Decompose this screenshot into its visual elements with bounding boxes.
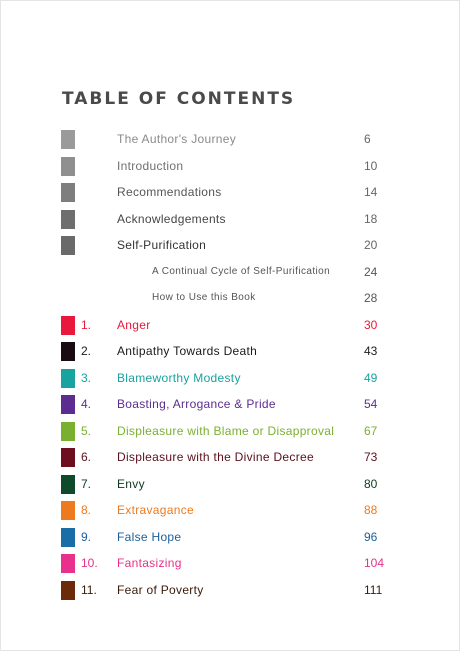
entry-number: 7. [81, 476, 92, 491]
entry-number: 8. [81, 503, 92, 517]
toc-entry[interactable] [1, 208, 459, 235]
entry-number: 9. [81, 529, 92, 544]
toc-heading: TABLE OF CONTENTS [62, 89, 296, 109]
toc-entry[interactable] [1, 499, 459, 526]
entry-title: Introduction [117, 158, 184, 173]
entry-number: 2. [81, 344, 92, 358]
entry-title: Antipathy Towards Death [117, 344, 258, 358]
entry-page-number: 88 [364, 503, 378, 517]
entry-page-number: 18 [364, 211, 378, 226]
entry-title: A Continual Cycle of Self-Purification [152, 265, 331, 277]
color-swatch [61, 554, 75, 573]
entry-number: 11. [81, 582, 97, 597]
entry-page-number: 111 [364, 582, 383, 597]
entry-title: Boasting, Arrogance & Pride [117, 397, 276, 411]
entry-title: Blameworthy Modesty [117, 370, 241, 385]
toc-entry[interactable] [1, 420, 459, 447]
entry-title: Displeasure with Blame or Disapproval [117, 423, 335, 438]
color-swatch [61, 448, 75, 467]
color-swatch [61, 501, 75, 520]
entry-page-number: 96 [364, 529, 378, 544]
entry-number: 1. [81, 317, 92, 332]
entry-page-number: 67 [364, 423, 378, 438]
toc-entry[interactable] [1, 552, 459, 579]
entry-title: Anger [117, 317, 151, 332]
entry-title: Acknowledgements [117, 211, 226, 226]
toc-entry[interactable] [1, 234, 459, 261]
toc-entry[interactable] [1, 526, 459, 553]
toc-entry[interactable] [1, 181, 459, 208]
entry-title: How to Use this Book [152, 292, 256, 303]
toc-entry[interactable] [1, 473, 459, 500]
entry-page-number: 6 [364, 132, 371, 146]
color-swatch [61, 342, 75, 361]
entry-page-number: 73 [364, 450, 378, 464]
entry-page-number: 14 [364, 185, 378, 199]
color-swatch [61, 236, 75, 255]
entry-page-number: 28 [364, 291, 378, 305]
toc-subentry[interactable] [1, 287, 459, 314]
entry-title: Fantasizing [117, 556, 182, 570]
toc-entry[interactable] [1, 393, 459, 420]
color-swatch [61, 157, 75, 176]
toc-entry[interactable] [1, 128, 459, 155]
toc-entry[interactable] [1, 314, 459, 341]
entry-title: Envy [117, 476, 145, 491]
entry-title: Extravagance [117, 503, 194, 517]
toc-entry[interactable] [1, 446, 459, 473]
entry-page-number: 20 [364, 238, 378, 252]
color-swatch [61, 581, 75, 600]
entry-page-number: 43 [364, 344, 378, 358]
entry-page-number: 10 [364, 158, 378, 173]
color-swatch [61, 475, 75, 494]
entry-page-number: 24 [364, 264, 378, 279]
entry-title: Recommendations [117, 185, 222, 199]
entry-number: 10. [81, 556, 98, 570]
entry-number: 6. [81, 450, 92, 464]
entry-number: 4. [81, 397, 92, 411]
color-swatch [61, 528, 75, 547]
entry-title: Fear of Poverty [117, 582, 204, 597]
entry-page-number: 30 [364, 317, 378, 332]
entry-title: The Author's Journey [117, 132, 237, 146]
entry-page-number: 54 [364, 397, 378, 411]
color-swatch [61, 130, 75, 149]
color-swatch [61, 422, 75, 441]
color-swatch [61, 316, 75, 335]
color-swatch [61, 183, 75, 202]
entry-title: Self-Purification [117, 238, 207, 252]
color-swatch [61, 395, 75, 414]
entry-title: False Hope [117, 529, 182, 544]
color-swatch [61, 210, 75, 229]
entry-number: 5. [81, 423, 92, 438]
entry-number: 3. [81, 370, 92, 385]
toc-entry[interactable] [1, 340, 459, 367]
toc-entry[interactable] [1, 579, 459, 606]
entry-title: Displeasure with the Divine Decree [117, 450, 314, 464]
entry-page-number: 104 [364, 556, 385, 570]
toc-entry[interactable] [1, 367, 459, 394]
color-swatch [61, 369, 75, 388]
entry-page-number: 80 [364, 476, 378, 491]
toc-subentry[interactable] [1, 261, 459, 288]
entry-page-number: 49 [364, 370, 378, 385]
toc-entry[interactable] [1, 155, 459, 182]
